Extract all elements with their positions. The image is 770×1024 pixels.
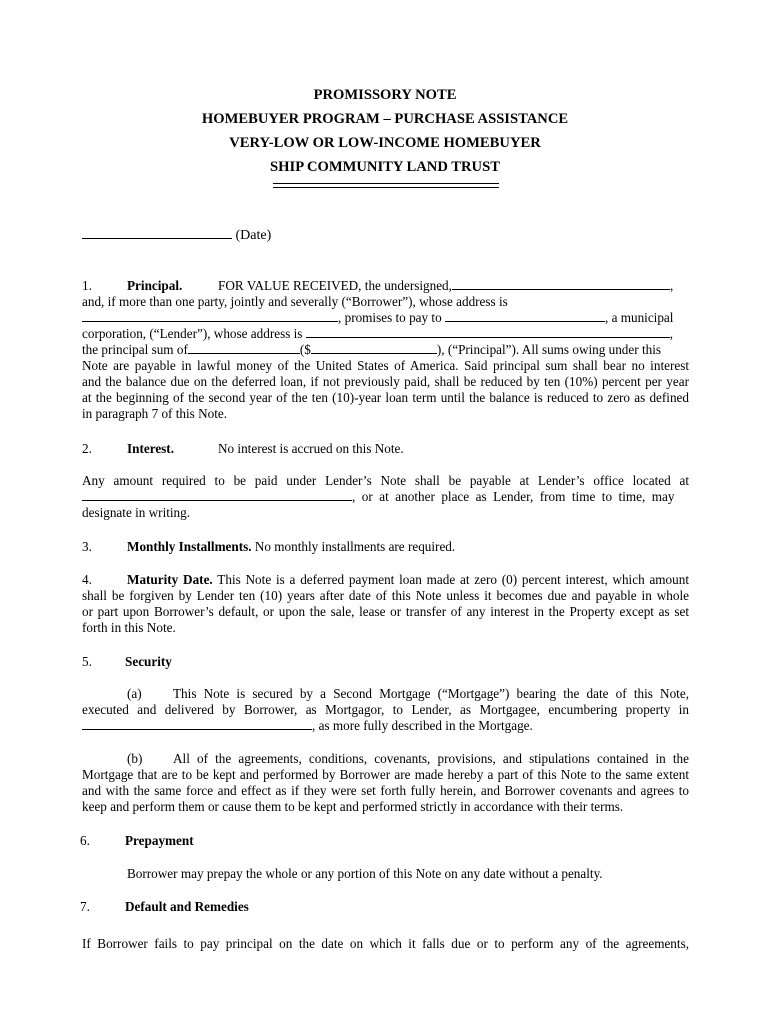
s4-line1: Maturity Date. This Note is a deferred payment loan made at zero (0) percent interest, which amount [127,572,690,587]
s5-heading: Security [125,654,172,669]
doc-title: PROMISSORY NOTE [313,87,457,103]
s3-line: Monthly Installments. No monthly installments are required. [127,539,456,554]
s5a-line2: executed and delivered by Borrower, as Mortgagor, to Lender, as Mortgagee, encumbering property in [82,702,689,717]
s1-number: 1. [82,278,92,293]
principal-words-blank[interactable] [188,342,300,354]
s2-heading: Interest. [127,441,174,456]
date-blank[interactable] [82,227,232,239]
s1-line4: corporation, (“Lender”), whose address is , [82,326,674,341]
date-label: (Date) [235,228,272,243]
s4-line2: shall be forgiven by Lender ten (10) years after date of this Note unless it becomes due and payable in whole [82,588,689,603]
s7-number: 7. [80,899,90,914]
s2-para-line3: designate in writing. [82,505,191,520]
doc-subtitle-income: VERY-LOW OR LOW-INCOME HOMEBUYER [229,135,541,151]
s1-line7: and the balance due on the deferred loan, if not previously paid, shall be reduced by ten (10%) percent per year [82,374,689,389]
s1-line9: in paragraph 7 of this Note. [82,406,228,421]
borrower-address-blank[interactable] [82,310,338,322]
title-rule-top [273,183,499,184]
principal-amount-blank[interactable] [311,342,437,354]
s5b-line3: and with the same force and effect as if they were set forth fully herein, and Borrower covenants and agrees to [82,783,689,798]
s1-heading: Principal. [127,278,183,293]
s1-line1: FOR VALUE RECEIVED, the undersigned, , [218,278,674,293]
s5-number: 5. [82,654,92,669]
s7-heading: Default and Remedies [125,899,249,914]
s4-number: 4. [82,572,92,587]
s5a-label: (a) [127,686,142,701]
s5b-line4: keep and perform them or cause them to be kept and performed strictly in accordance with their terms. [82,799,624,814]
s4-line4: forth in this Note. [82,620,176,635]
s5b-label: (b) [127,751,143,766]
s1-line2: and, if more than one party, jointly and severally (“Borrower”), whose address is [82,294,508,309]
s7-line1: If Borrower fails to pay principal on the date on which it falls due or to perform any of the agreements, [82,936,689,951]
lender-office-blank[interactable] [82,489,352,501]
s1-line6: Note are payable in lawful money of the United States of America. Said principal sum shall bear no interest [82,358,689,373]
s5b-line1: All of the agreements, conditions, covenants, provisions, and stipulations contained in the [173,751,689,766]
s6-heading: Prepayment [125,833,194,848]
title-rule-bottom [273,187,499,188]
s5a-line3: , as more fully described in the Mortgage. [82,718,689,734]
s2-number: 2. [82,441,92,456]
s2-text: No interest is accrued on this Note. [218,441,404,456]
s3-number: 3. [82,539,92,554]
s6-number: 6. [80,833,90,848]
date-line [82,227,271,244]
doc-subtitle-trust: SHIP COMMUNITY LAND TRUST [270,159,500,175]
s6-text: Borrower may prepay the whole or any portion of this Note on any date without a penalty. [127,866,603,881]
s1-line3: , promises to pay to , a municipal [82,310,689,326]
s5b-line2: Mortgage that are to be kept and performed by Borrower are made hereby a part of this Note to the same extent [82,767,689,782]
lender-address-blank[interactable] [306,326,670,338]
s2-para-line1: Any amount required to be paid under Lender’s Note shall be payable at Lender’s office located at [82,473,689,488]
s2-para-line2: , or at another place as Lender, from time to time, may [82,489,689,505]
property-location-blank[interactable] [82,718,312,730]
lender-name-blank[interactable] [445,310,605,322]
doc-subtitle-program: HOMEBUYER PROGRAM – PURCHASE ASSISTANCE [201,111,569,127]
s4-line3: or part upon Borrower’s default, or upon the sale, lease or transfer of any interest in the Property except as set [82,604,689,619]
s1-line5: the principal sum of ($ ), (“Principal”). All sums owing under this [82,342,661,357]
s5a-line1: This Note is secured by a Second Mortgage (“Mortgage”) bearing the date of this Note, [173,686,689,701]
s1-line8: at the beginning of the second year of the ten (10)-year loan term until the balance is reduced to zero as defined [82,390,689,405]
borrower-name-blank[interactable] [452,278,670,290]
